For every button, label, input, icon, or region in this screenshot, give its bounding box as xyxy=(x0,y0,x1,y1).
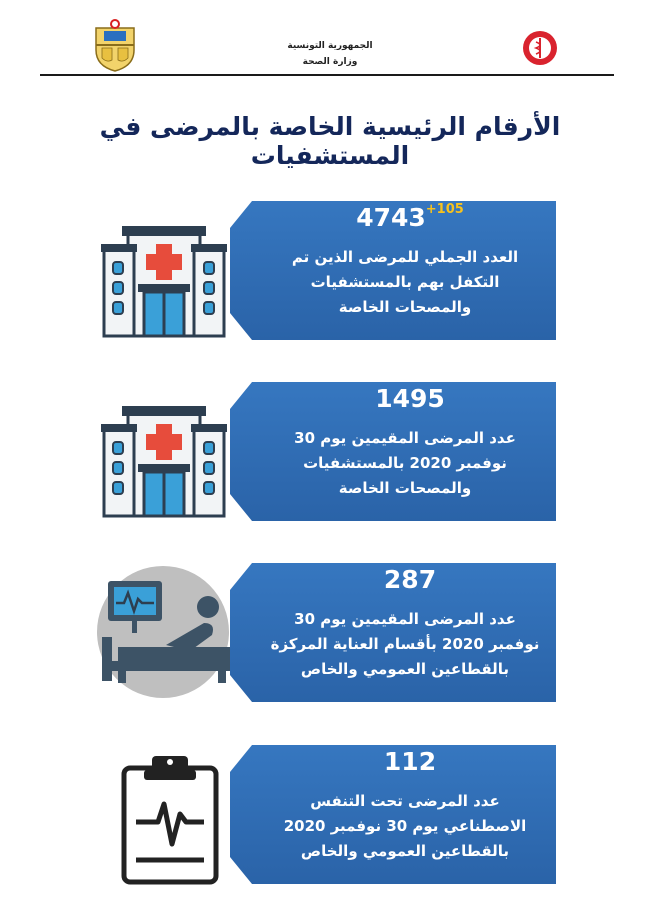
stat-value: 1495 xyxy=(375,384,445,413)
stat-number xyxy=(290,203,530,232)
hospital-icon xyxy=(98,222,230,340)
stat-description: عدد المرضى المقيمين يوم 30 نوفمبر 2020 بأقسام العناية المركزة بالقطاعين العمومي والخاص xyxy=(270,610,540,678)
stat-card-3 xyxy=(230,563,556,702)
header-ministry: وزارة الصحة xyxy=(302,57,358,67)
header-text xyxy=(250,38,410,70)
tunisia-emblem-icon xyxy=(92,18,138,72)
stat-card-1 xyxy=(230,201,556,340)
stat-description: عدد المرضى تحت التنفس الاصطناعي يوم 30 نوفمبر 2020 بالقطاعين العمومي والخاص xyxy=(283,792,527,860)
hospital-icon xyxy=(98,402,230,520)
header-divider xyxy=(40,74,614,76)
stat-delta: +105 xyxy=(425,201,464,217)
page-title: الأرقام الرئيسية الخاصة بالمرضى في المستشفيات xyxy=(99,112,561,170)
clipboard-heartbeat-icon xyxy=(118,752,222,886)
icu-bed-icon xyxy=(94,565,236,699)
stat-card-2 xyxy=(230,382,556,521)
stat-description: العدد الجملي للمرضى الذين تم التكفل بهم بالمستشفيات والمصحات الخاصة xyxy=(291,248,519,316)
ministry-health-logo-icon xyxy=(520,28,560,68)
stat-card-4 xyxy=(230,745,556,884)
stat-value: 112 xyxy=(383,747,437,776)
stat-value: 4743 xyxy=(356,203,426,232)
stat-number xyxy=(290,384,530,413)
stat-number xyxy=(290,565,530,594)
stat-value: 287 xyxy=(383,565,437,594)
stat-number xyxy=(290,747,530,776)
stat-description: عدد المرضى المقيمين يوم 30 نوفمبر 2020 بالمستشفيات والمصحات الخاصة xyxy=(294,429,516,497)
header-republic: الجمهورية التونسية xyxy=(287,41,373,51)
